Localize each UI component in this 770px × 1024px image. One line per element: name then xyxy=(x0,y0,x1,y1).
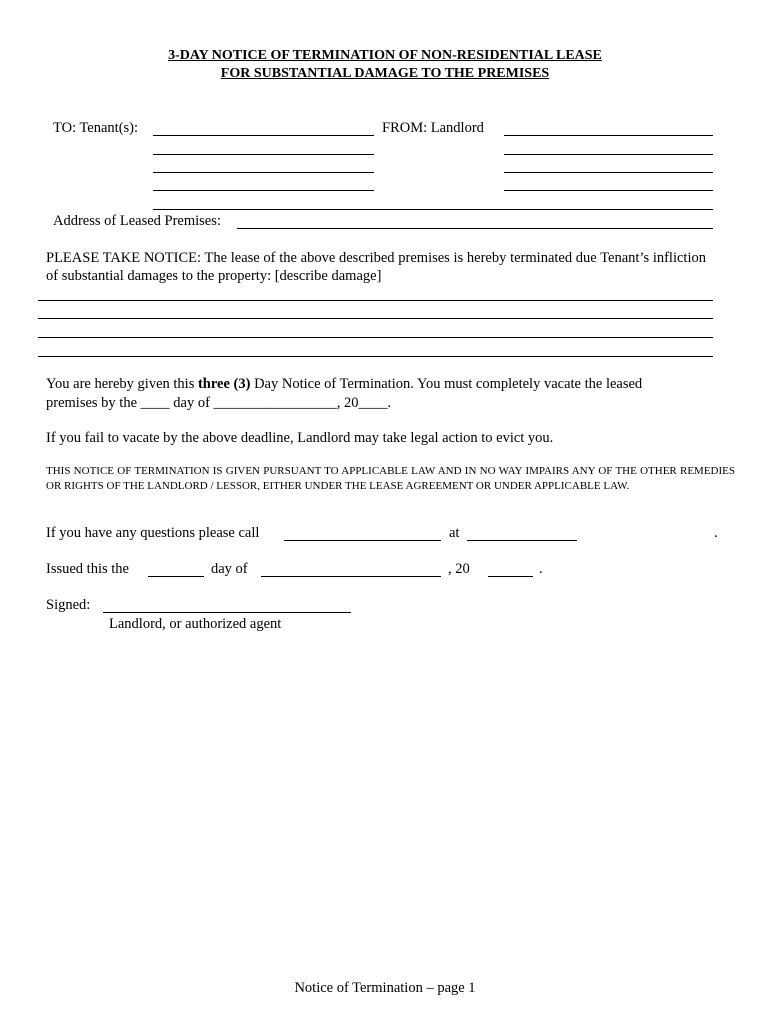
legal-disclaimer-text: THIS NOTICE OF TERMINATION IS GIVEN PURSUANT TO APPLICABLE LAW AND IN NO WAY IMPAIRS ANY OF THE OTHER REMEDIES OR RIGHTS OF THE LANDLORD / LESSOR, EITHER UNDER THE LEASE AGREEMENT OR UNDER APPLICABLE LAW. xyxy=(46,465,735,492)
questions-label: If you have any questions please call xyxy=(46,525,260,541)
vacate-notice-line-1 xyxy=(46,376,642,393)
signed-label: Signed: xyxy=(46,597,91,613)
vacate-days-bold: three (3) xyxy=(197,376,251,392)
questions-at-label: at xyxy=(449,525,460,541)
issued-day-field[interactable] xyxy=(148,576,204,577)
from-landlord-label: FROM: Landlord xyxy=(382,120,484,136)
eviction-warning-text: If you fail to vacate by the above deadline, Landlord may take legal action to evict you. xyxy=(46,430,554,446)
issued-day-of-label: day of xyxy=(211,561,248,577)
tenant-name-field-1[interactable] xyxy=(153,135,374,136)
landlord-name-field-3[interactable] xyxy=(504,172,713,173)
vacate-rest: Day Notice of Termination. You must completely vacate the leased xyxy=(250,376,643,392)
signature-field[interactable] xyxy=(103,612,351,613)
tenant-name-field-2[interactable] xyxy=(153,154,374,155)
damage-description-line-4[interactable] xyxy=(38,356,713,357)
address-field[interactable] xyxy=(237,228,713,229)
landlord-name-field-1[interactable] xyxy=(504,135,713,136)
vacate-intro: You are hereby given this xyxy=(46,376,198,392)
issued-period: . xyxy=(539,561,543,577)
contact-name-field[interactable] xyxy=(284,540,441,541)
damage-description-line-2[interactable] xyxy=(38,318,713,319)
document-title-line-2: FOR SUBSTANTIAL DAMAGE TO THE PREMISES xyxy=(220,66,550,81)
address-label: Address of Leased Premises: xyxy=(53,213,221,229)
document-title-line-1: 3-DAY NOTICE OF TERMINATION OF NON-RESIDENTIAL LEASE xyxy=(168,48,602,63)
landlord-name-field-2[interactable] xyxy=(504,154,713,155)
extra-party-field[interactable] xyxy=(153,209,713,210)
to-tenant-label: TO: Tenant(s): xyxy=(53,120,139,136)
tenant-name-field-3[interactable] xyxy=(153,172,374,173)
damage-description-line-1[interactable] xyxy=(38,300,713,301)
vacate-notice-line-2: premises by the ____ day of _________________, 20____. xyxy=(46,395,392,411)
termination-notice-text: PLEASE TAKE NOTICE: The lease of the above described premises is hereby terminated due Tenant’s infliction of substantial damages to the property: [describe damage] xyxy=(46,250,706,284)
issued-year-prefix: , 20 xyxy=(448,561,470,577)
contact-phone-field[interactable] xyxy=(467,540,577,541)
issued-month-field[interactable] xyxy=(261,576,441,577)
questions-period: . xyxy=(714,525,718,541)
issued-label: Issued this the xyxy=(46,561,129,577)
tenant-name-field-4[interactable] xyxy=(153,190,374,191)
page-footer: Notice of Termination – page 1 xyxy=(294,980,476,996)
issued-year-field[interactable] xyxy=(488,576,533,577)
landlord-name-field-4[interactable] xyxy=(504,190,713,191)
signature-caption: Landlord, or authorized agent xyxy=(109,616,282,632)
damage-description-line-3[interactable] xyxy=(38,337,713,338)
